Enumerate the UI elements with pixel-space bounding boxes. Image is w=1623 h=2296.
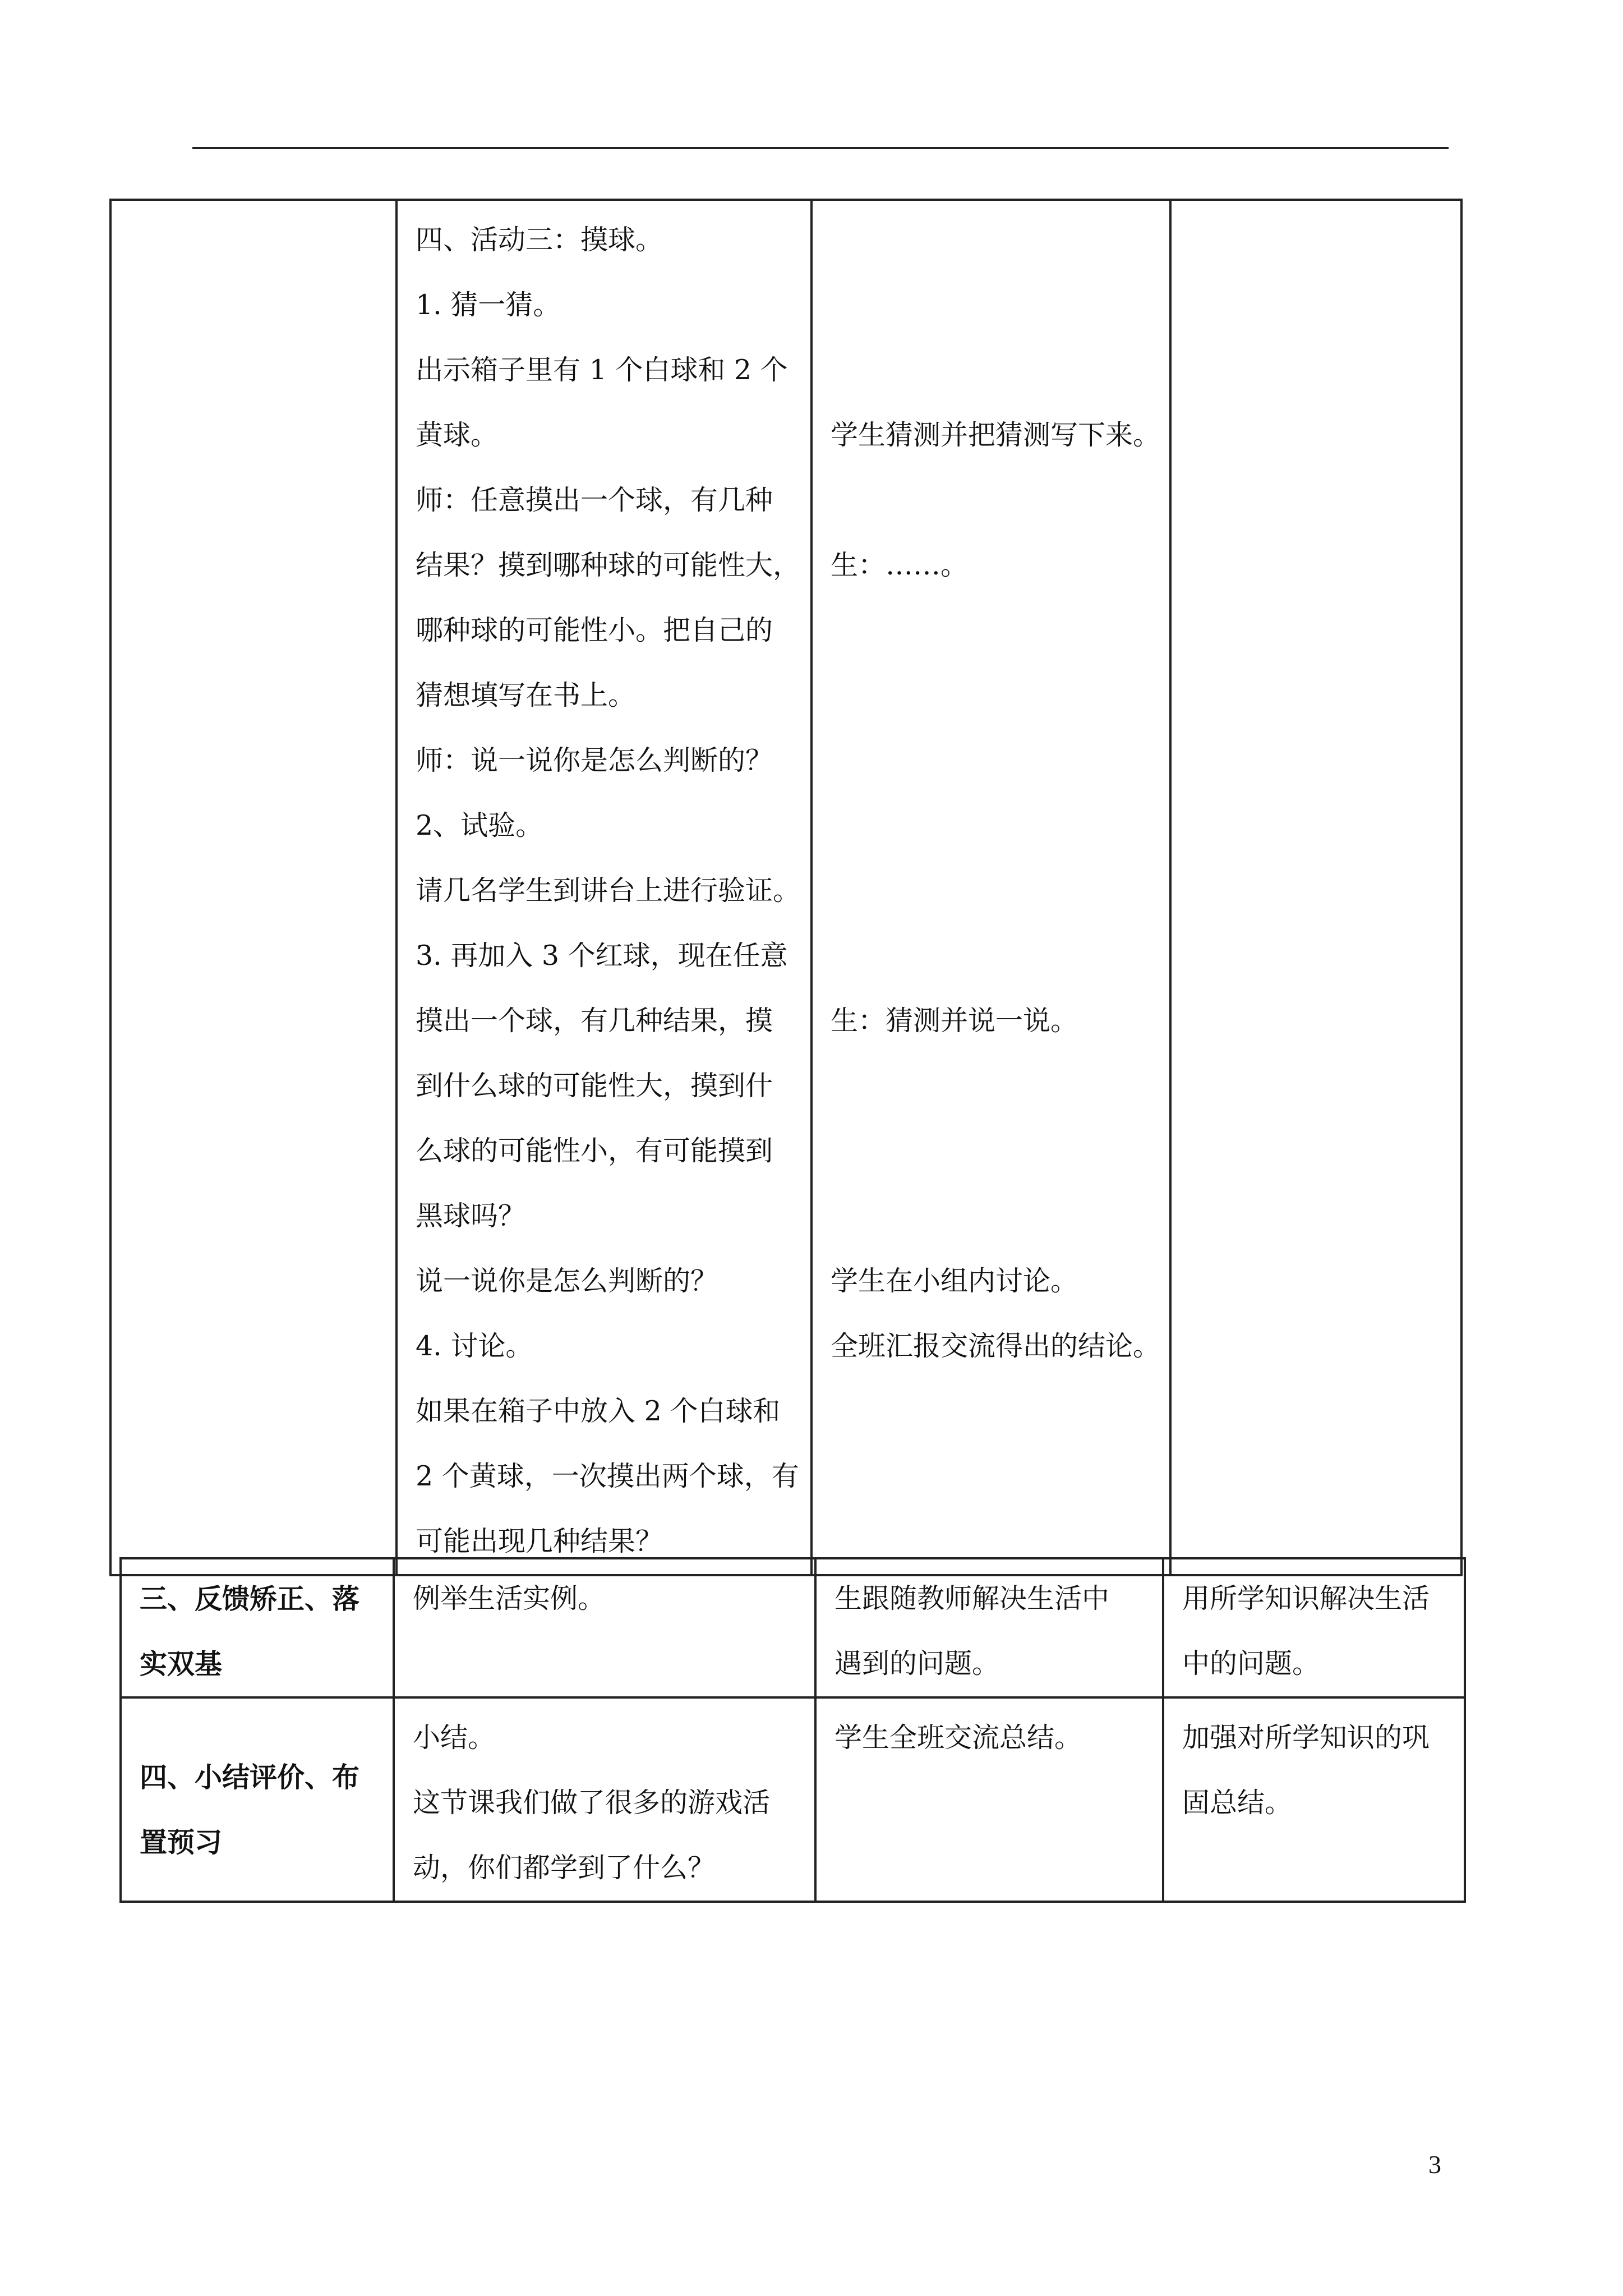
activity-line: 如果在箱子中放入 2 个白球和 — [416, 1395, 781, 1427]
activity-line: 1. 猜一猜。 — [416, 289, 561, 321]
feedback-row — [121, 1558, 1465, 1697]
activity-line: 出示箱子里有 1 个白球和 2 个 — [416, 354, 788, 386]
activity-line: 么球的可能性小，有可能摸到 — [416, 1135, 773, 1167]
student-line: 生：猜测并说一说。 — [831, 1005, 1078, 1037]
design-intent-cell: 用所学知识解决生活 中的问题。 — [1163, 1558, 1465, 1697]
teacher-activity-cell: 例举生活实例。 — [394, 1558, 815, 1697]
activity-line: 请几名学生到讲台上进行验证。 — [416, 875, 801, 907]
activity-line: 4. 讨论。 — [416, 1330, 533, 1362]
design-intent-cell: 加强对所学知识的巩 固总结。 — [1163, 1697, 1465, 1902]
page-number: 3 — [1428, 2150, 1441, 2179]
stage-cell-empty — [110, 200, 396, 1575]
header-rule — [192, 147, 1449, 149]
student-line: 学生猜测并把猜测写下来。 — [831, 419, 1161, 451]
activity-line: 黄球。 — [416, 419, 499, 451]
activity-line: 2 个黄球，一次摸出两个球，有 — [416, 1460, 799, 1492]
design-intent-cell-empty — [1170, 200, 1461, 1575]
activity-line: 猜想填写在书上。 — [416, 679, 636, 711]
student-line: 全班汇报交流得出的结论。 — [831, 1330, 1161, 1362]
activity-line: 说一说你是怎么判断的？ — [416, 1265, 718, 1297]
activity-line: 结果？摸到哪种球的可能性大， — [416, 549, 801, 581]
student-activity-cell — [811, 200, 1170, 1575]
lesson-plan-table-stages — [119, 1557, 1466, 1903]
stage-cell: 四、小结评价、布 置预习 — [121, 1697, 394, 1902]
activity-line: 摸出一个球，有几种结果，摸 — [416, 1005, 773, 1037]
student-activity-cell: 学生全班交流总结。 — [815, 1697, 1163, 1902]
activity-three-row — [110, 200, 1461, 1575]
summary-row — [121, 1697, 1465, 1902]
activity-line: 师：任意摸出一个球，有几种 — [416, 484, 773, 516]
activity-line: 到什么球的可能性大，摸到什 — [416, 1070, 773, 1102]
activity-line: 可能出现几种结果？ — [416, 1525, 663, 1557]
teacher-activity-cell — [396, 200, 811, 1575]
activity-line: 2、试验。 — [416, 809, 543, 841]
activity-line: 师：说一说你是怎么判断的？ — [416, 744, 773, 776]
stage-cell: 三、反馈矫正、落 实双基 — [121, 1558, 394, 1697]
activity-line: 四、活动三：摸球。 — [416, 224, 663, 256]
student-line: 学生在小组内讨论。 — [831, 1265, 1078, 1297]
teacher-activity-cell: 小结。 这节课我们做了很多的游戏活 动，你们都学到了什么？ — [394, 1697, 815, 1902]
activity-line: 哪种球的可能性小。把自己的 — [416, 614, 773, 646]
activity-line: 黑球吗？ — [416, 1200, 526, 1232]
student-line: 生：……。 — [831, 549, 969, 581]
lesson-plan-table-continued — [109, 199, 1463, 1576]
activity-line: 3. 再加入 3 个红球，现在任意 — [416, 940, 788, 972]
student-activity-cell: 生跟随教师解决生活中 遇到的问题。 — [815, 1558, 1163, 1697]
